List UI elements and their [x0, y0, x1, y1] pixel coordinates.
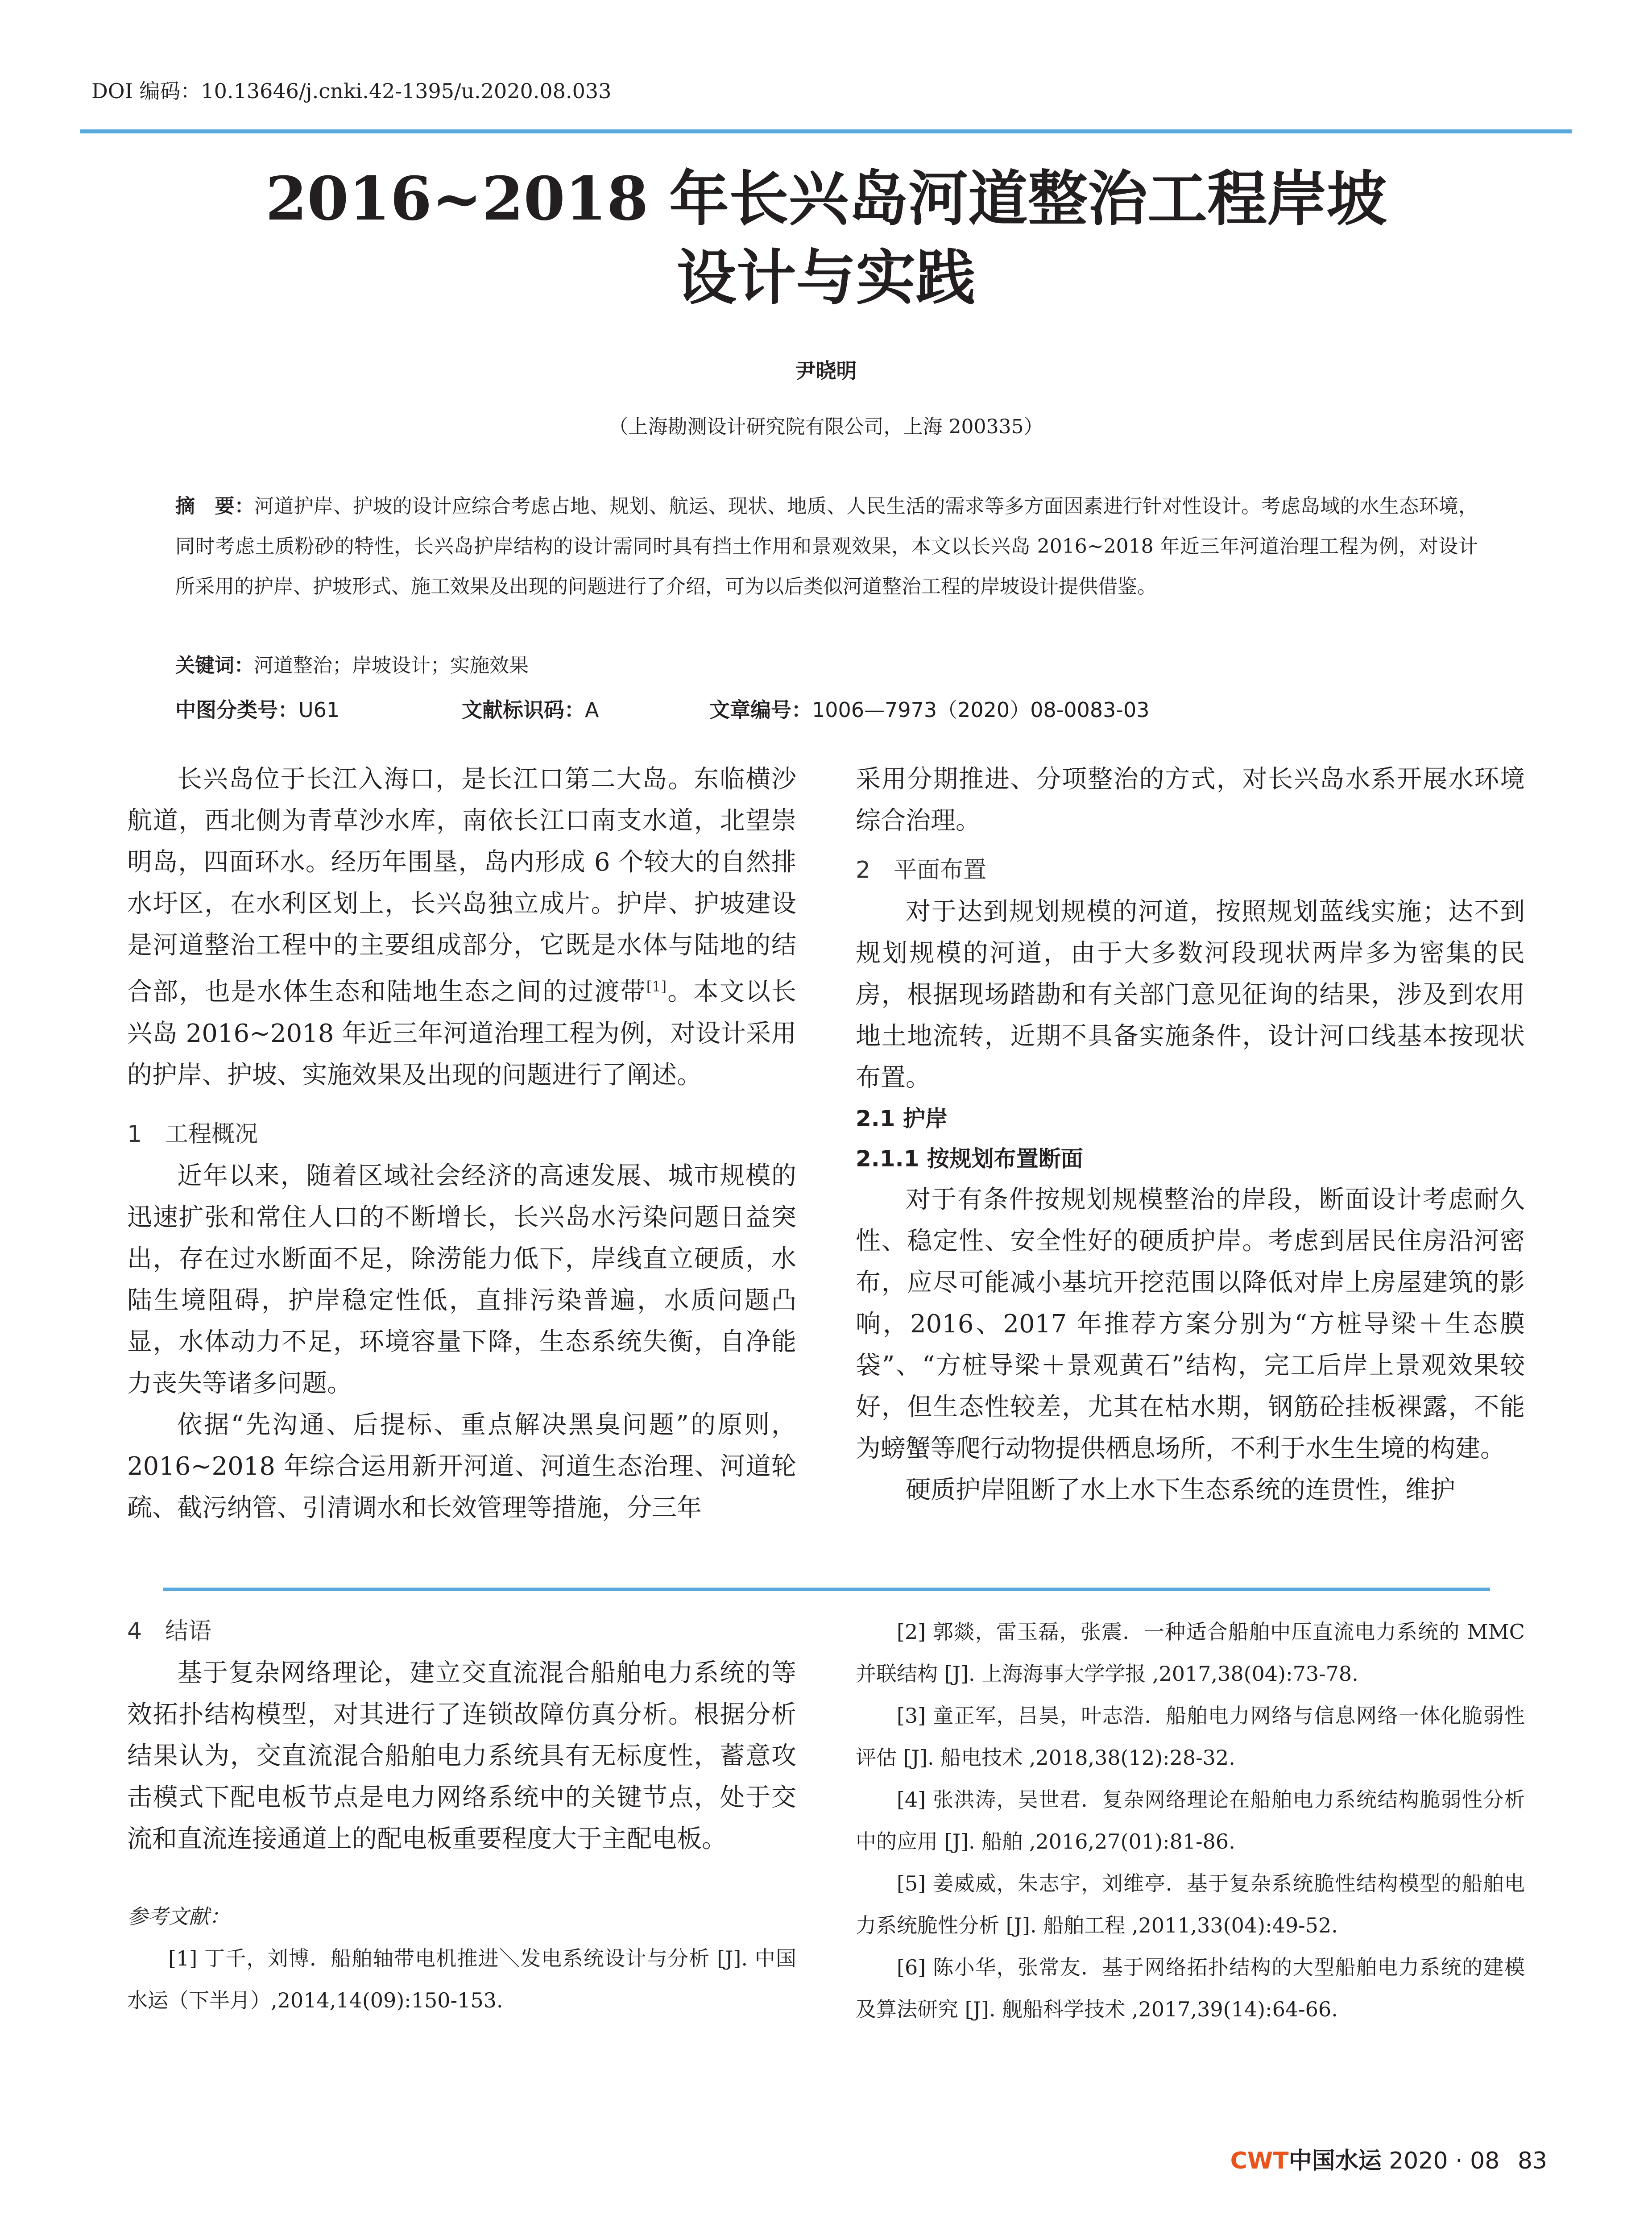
affiliation: （上海勘测设计研究院有限公司，上海 200335） — [609, 415, 1043, 438]
reference-item: [5] 姜威威，朱志宇，刘维亭．基于复杂系统脆性结构模型的船舶电力系统脆性分析 [J]. 船舶工程 ,2011,33(04):49-52. — [856, 1871, 1525, 1937]
journal-name: 中国水运 — [1288, 2147, 1382, 2174]
section1-paragraph2: 依据“先沟通、后提标、重点解决黑臭问题”的原则，2016~2018 年综合运用新开河道、河道生态治理、河道轮疏、截污纳管、引清调水和长效管理等措施，分三年 — [127, 1410, 796, 1522]
paper-title-line1: 2016~2018 年长兴岛河道整治工程岸坡 — [265, 163, 1387, 234]
citation-ref: [1] — [646, 978, 667, 995]
reference-item: [1] 丁千，刘博．船舶轴带电机推进＼发电系统设计与分析 [J]. 中国水运（下半月）,2014,14(09):150-153. — [127, 1946, 796, 2012]
author: 尹晓明 — [795, 359, 857, 383]
paper-title-line2: 设计与实践 — [676, 242, 976, 313]
abstract-text: 河道护岸、护坡的设计应综合考虑占地、规划、航运、现状、地质、人民生活的需求等多方面因素进行针对性设计。考虑岛域的水生态环境，同时考虑土质粉砂的特性，长兴岛护岸结构的设计需同时具有挡土作用和景观效果，本文以长兴岛 2016~2018 年近三年河道治理工程为例，对设计所采用的护岸、护坡形式、施工效果及出现的问题进行了介绍，可为以后类似河道整治工程的岸坡设计提供借鉴。 — [175, 495, 1478, 598]
keywords-text: 河道整治；岸坡设计；实施效果 — [254, 654, 529, 677]
keywords — [175, 649, 529, 678]
page-divider-rule — [163, 1588, 1490, 1591]
article-no-value: 1006—7973（2020）08-0083-03 — [812, 698, 1150, 722]
doc-code-label: 文献标识码： — [462, 698, 585, 722]
clc-label: 中图分类号： — [175, 698, 298, 722]
journal-brand-logo: CWT — [1230, 2148, 1289, 2174]
section-heading-2-1-1: 2.1.1 按规划布置断面 — [856, 1146, 1083, 1172]
body-right-column — [856, 759, 1525, 1511]
section-heading-4: 4 结语 — [127, 1618, 212, 1645]
intro-text: 长兴岛位于长江入海口，是长江口第二大岛。东临横沙航道，西北侧为青草沙水库，南依长江口南支水道，北望崇明岛，四面环水。经历年围垦，岛内形成 6 个较大的自然排水圩区，在水利区划上，长兴岛独立成片。护岸、护坡建设是河道整治工程中的主要组成部分，它既是水体与陆地的结合部，也是水体生态和陆地生态之间的过渡带 — [127, 765, 796, 1007]
reference-item: [2] 郭燚，雷玉磊，张震．一种适合船舶中压直流电力系统的 MMC 并联结构 [J]. 上海海事大学学报 ,2017,38(04):73-78. — [856, 1620, 1525, 1686]
section1-paragraph1: 近年以来，随着区域社会经济的高速发展、城市规模的迅速扩张和常住人口的不断增长，长兴岛水污染问题日益突出，存在过水断面不足，除涝能力低下，岸线直立硬质，水陆生境阻碍，护岸稳定性低，直排污染普遍，水质问题凸显，水体动力不足，环境容量下降，生态系统失衡，自净能力丧失等诸多问题。 — [127, 1161, 796, 1398]
keywords-label: 关键词： — [175, 654, 254, 677]
abstract-label: 摘 要： — [175, 495, 254, 518]
body-left-column — [127, 759, 796, 1529]
page-number: 83 — [1517, 2148, 1547, 2174]
section-heading-2-1: 2.1 护岸 — [856, 1106, 948, 1132]
issue-number: 2020 · 08 — [1389, 2148, 1500, 2174]
references-left — [127, 1895, 796, 2021]
doc-code-value: A — [585, 698, 599, 722]
article-no-label: 文章编号： — [709, 698, 812, 722]
section211-paragraph1: 对于有条件按规划规模整治的岸段，断面设计考虑耐久性、稳定性、安全性好的硬质护岸。考虑到居民住房沿河密布，应尽可能减小基坑开挖范围以降低对岸上房屋建筑的影响，2016、2017 年推荐方案分别为“方桩导梁＋生态膜袋”、“方桩导梁＋景观黄石”结构，完工后岸上景观效果较好，但生态性较差，尤其在枯水期，钢筋砼挂板裸露，不能为螃蟹等爬行动物提供栖息场所，不利于水生生境的构建。 — [856, 1185, 1525, 1463]
reference-item: [4] 张洪涛，吴世君．复杂网络理论在船舶电力系统结构脆弱性分析中的应用 [J]. 船舶 ,2016,27(01):81-86. — [856, 1787, 1525, 1854]
section211-paragraph2: 硬质护岸阻断了水上水下生态系统的连贯性，维护 — [906, 1476, 1455, 1505]
doi-line: DOI 编码：10.13646/j.cnki.42-1395/u.2020.08.033 — [91, 79, 612, 103]
continued-paragraph: 采用分期推进、分项整治的方式，对长兴岛水系开展水环境综合治理。 — [856, 765, 1525, 835]
conclusion-paragraph: 基于复杂网络理论，建立交直流混合船舶电力系统的等效拓扑结构模型，对其进行了连锁故障仿真分析。根据分析结果认为，交直流混合船舶电力系统具有无标度性，蓄意攻击模式下配电板节点是电力网络系统中的关键节点，处于交流和直流连接通道上的配电板重要程度大于主配电板。 — [127, 1659, 796, 1854]
references-right — [856, 1611, 1525, 2030]
reference-item: [6] 陈小华，张常友．基于网络拓扑结构的大型船舶电力系统的建模及算法研究 [J]. 舰船科学技术 ,2017,39(14):64-66. — [856, 1955, 1525, 2021]
section2-paragraph: 对于达到规划规模的河道，按照规划蓝线实施；达不到规划规模的河道，由于大多数河段现状两岸多为密集的民房，根据现场踏勘和有关部门意见征询的结果，涉及到农用地土地流转，近期不具备实施条件，设计河口线基本按现状布置。 — [856, 897, 1525, 1092]
section-heading-1: 1 工程概况 — [127, 1120, 258, 1148]
intro-paragraph — [127, 759, 796, 1096]
references-heading: 参考文献： — [127, 1904, 230, 1928]
intro-text-end: 。本文以长兴岛 2016~2018 年近三年河道治理工程为例，对设计采用的护岸、护坡、实施效果及出现的问题进行了阐述。 — [127, 977, 797, 1090]
header-rule — [80, 129, 1572, 133]
article-number — [709, 694, 1150, 723]
clc-value: U61 — [298, 698, 340, 722]
page-footer — [1230, 2142, 1547, 2175]
abstract — [175, 486, 1478, 607]
section-heading-2: 2 平面布置 — [856, 857, 987, 883]
reference-item: [3] 童正军，吕昊，叶志浩．船舶电力网络与信息网络一体化脆弱性评估 [J]. 船电技术 ,2018,38(12):28-32. — [856, 1704, 1525, 1770]
clc-code — [175, 694, 340, 723]
conclusion-column — [127, 1611, 796, 2021]
document-code — [462, 694, 599, 723]
